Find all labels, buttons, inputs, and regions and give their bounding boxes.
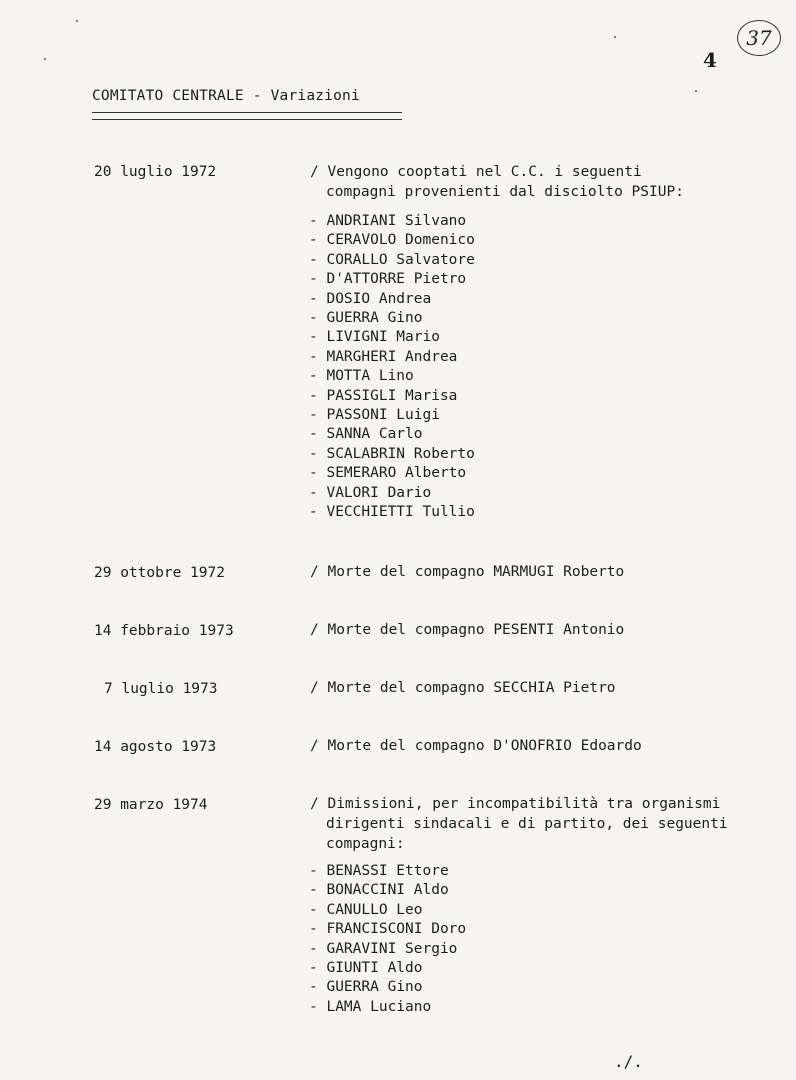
entry-text-line: / Morte del compagno D'ONOFRIO Edoardo <box>310 738 642 754</box>
list-item: - CORALLO Salvatore <box>309 251 475 268</box>
list-item: - MARGHERI Andrea <box>309 348 458 365</box>
list-item: - MOTTA Lino <box>309 368 414 385</box>
scan-speck <box>44 58 46 60</box>
list-item: - DOSIO Andrea <box>309 290 432 307</box>
list-item: - FRANCISCONI Doro <box>309 921 467 938</box>
entry-text-line: / Dimissioni, per incompatibilità tra organismi <box>310 796 721 812</box>
entry-text-line: / Morte del compagno PESENTI Antonio <box>310 622 625 638</box>
page-title: COMITATO CENTRALE - Variazioni <box>92 88 360 104</box>
list-item: - VALORI Dario <box>309 484 432 501</box>
scan-speck <box>76 20 78 22</box>
list-item: - D'ATTORRE Pietro <box>309 271 467 288</box>
list-item: - SANNA Carlo <box>309 426 423 443</box>
list-item: - VECCHIETTI Tullio <box>309 504 475 521</box>
entry-text-line: / Morte del compagno SECCHIA Pietro <box>310 680 616 696</box>
list-item: - SEMERARO Alberto <box>309 465 467 482</box>
entry-text-line: compagni provenienti dal disciolto PSIUP: <box>326 184 684 200</box>
entry-text-line: dirigenti sindacali e di partito, dei seguenti <box>326 816 728 832</box>
list-item: - GUERRA Gino <box>309 979 423 996</box>
entry-date: 14 agosto 1973 <box>94 739 217 755</box>
list-item: - SCALABRIN Roberto <box>309 445 475 462</box>
title-underline <box>92 112 402 120</box>
list-item: - PASSONI Luigi <box>309 407 440 424</box>
entry-date: 14 febbraio 1973 <box>94 623 234 639</box>
list-item: - LAMA Luciano <box>309 998 432 1015</box>
resigned-members-list <box>309 862 466 1017</box>
entry-text-line: / Morte del compagno MARMUGI Roberto <box>310 564 625 580</box>
list-item: - PASSIGLI Marisa <box>309 387 458 404</box>
scan-speck <box>614 36 616 38</box>
scan-speck <box>695 90 697 92</box>
list-item: - BONACCINI Aldo <box>309 882 449 899</box>
list-item: - CERAVOLO Domenico <box>309 232 475 249</box>
archive-number-circle: 37 <box>737 20 781 56</box>
entry-text-line: / Vengono cooptati nel C.C. i seguenti <box>310 164 642 180</box>
entry-date: 7 luglio 1973 <box>104 681 218 697</box>
list-item: - GUERRA Gino <box>309 310 423 327</box>
continuation-mark: ./. <box>614 1052 643 1071</box>
list-item: - BENASSI Ettore <box>309 863 449 879</box>
list-item: - GIUNTI Aldo <box>309 960 423 977</box>
entry-text-line: compagni: <box>326 836 405 852</box>
page-number: 4 <box>703 48 717 72</box>
list-item: - GARAVINI Sergio <box>309 940 458 957</box>
entry-date: 29 marzo 1974 <box>94 797 208 813</box>
list-item: - LIVIGNI Mario <box>309 329 440 346</box>
entry-date: 29 ottobre 1972 <box>94 565 225 581</box>
list-item: - CANULLO Leo <box>309 901 423 918</box>
coopted-members-list <box>309 212 475 523</box>
entry-date: 20 luglio 1972 <box>94 164 217 180</box>
list-item: - ANDRIANI Silvano <box>309 213 467 229</box>
